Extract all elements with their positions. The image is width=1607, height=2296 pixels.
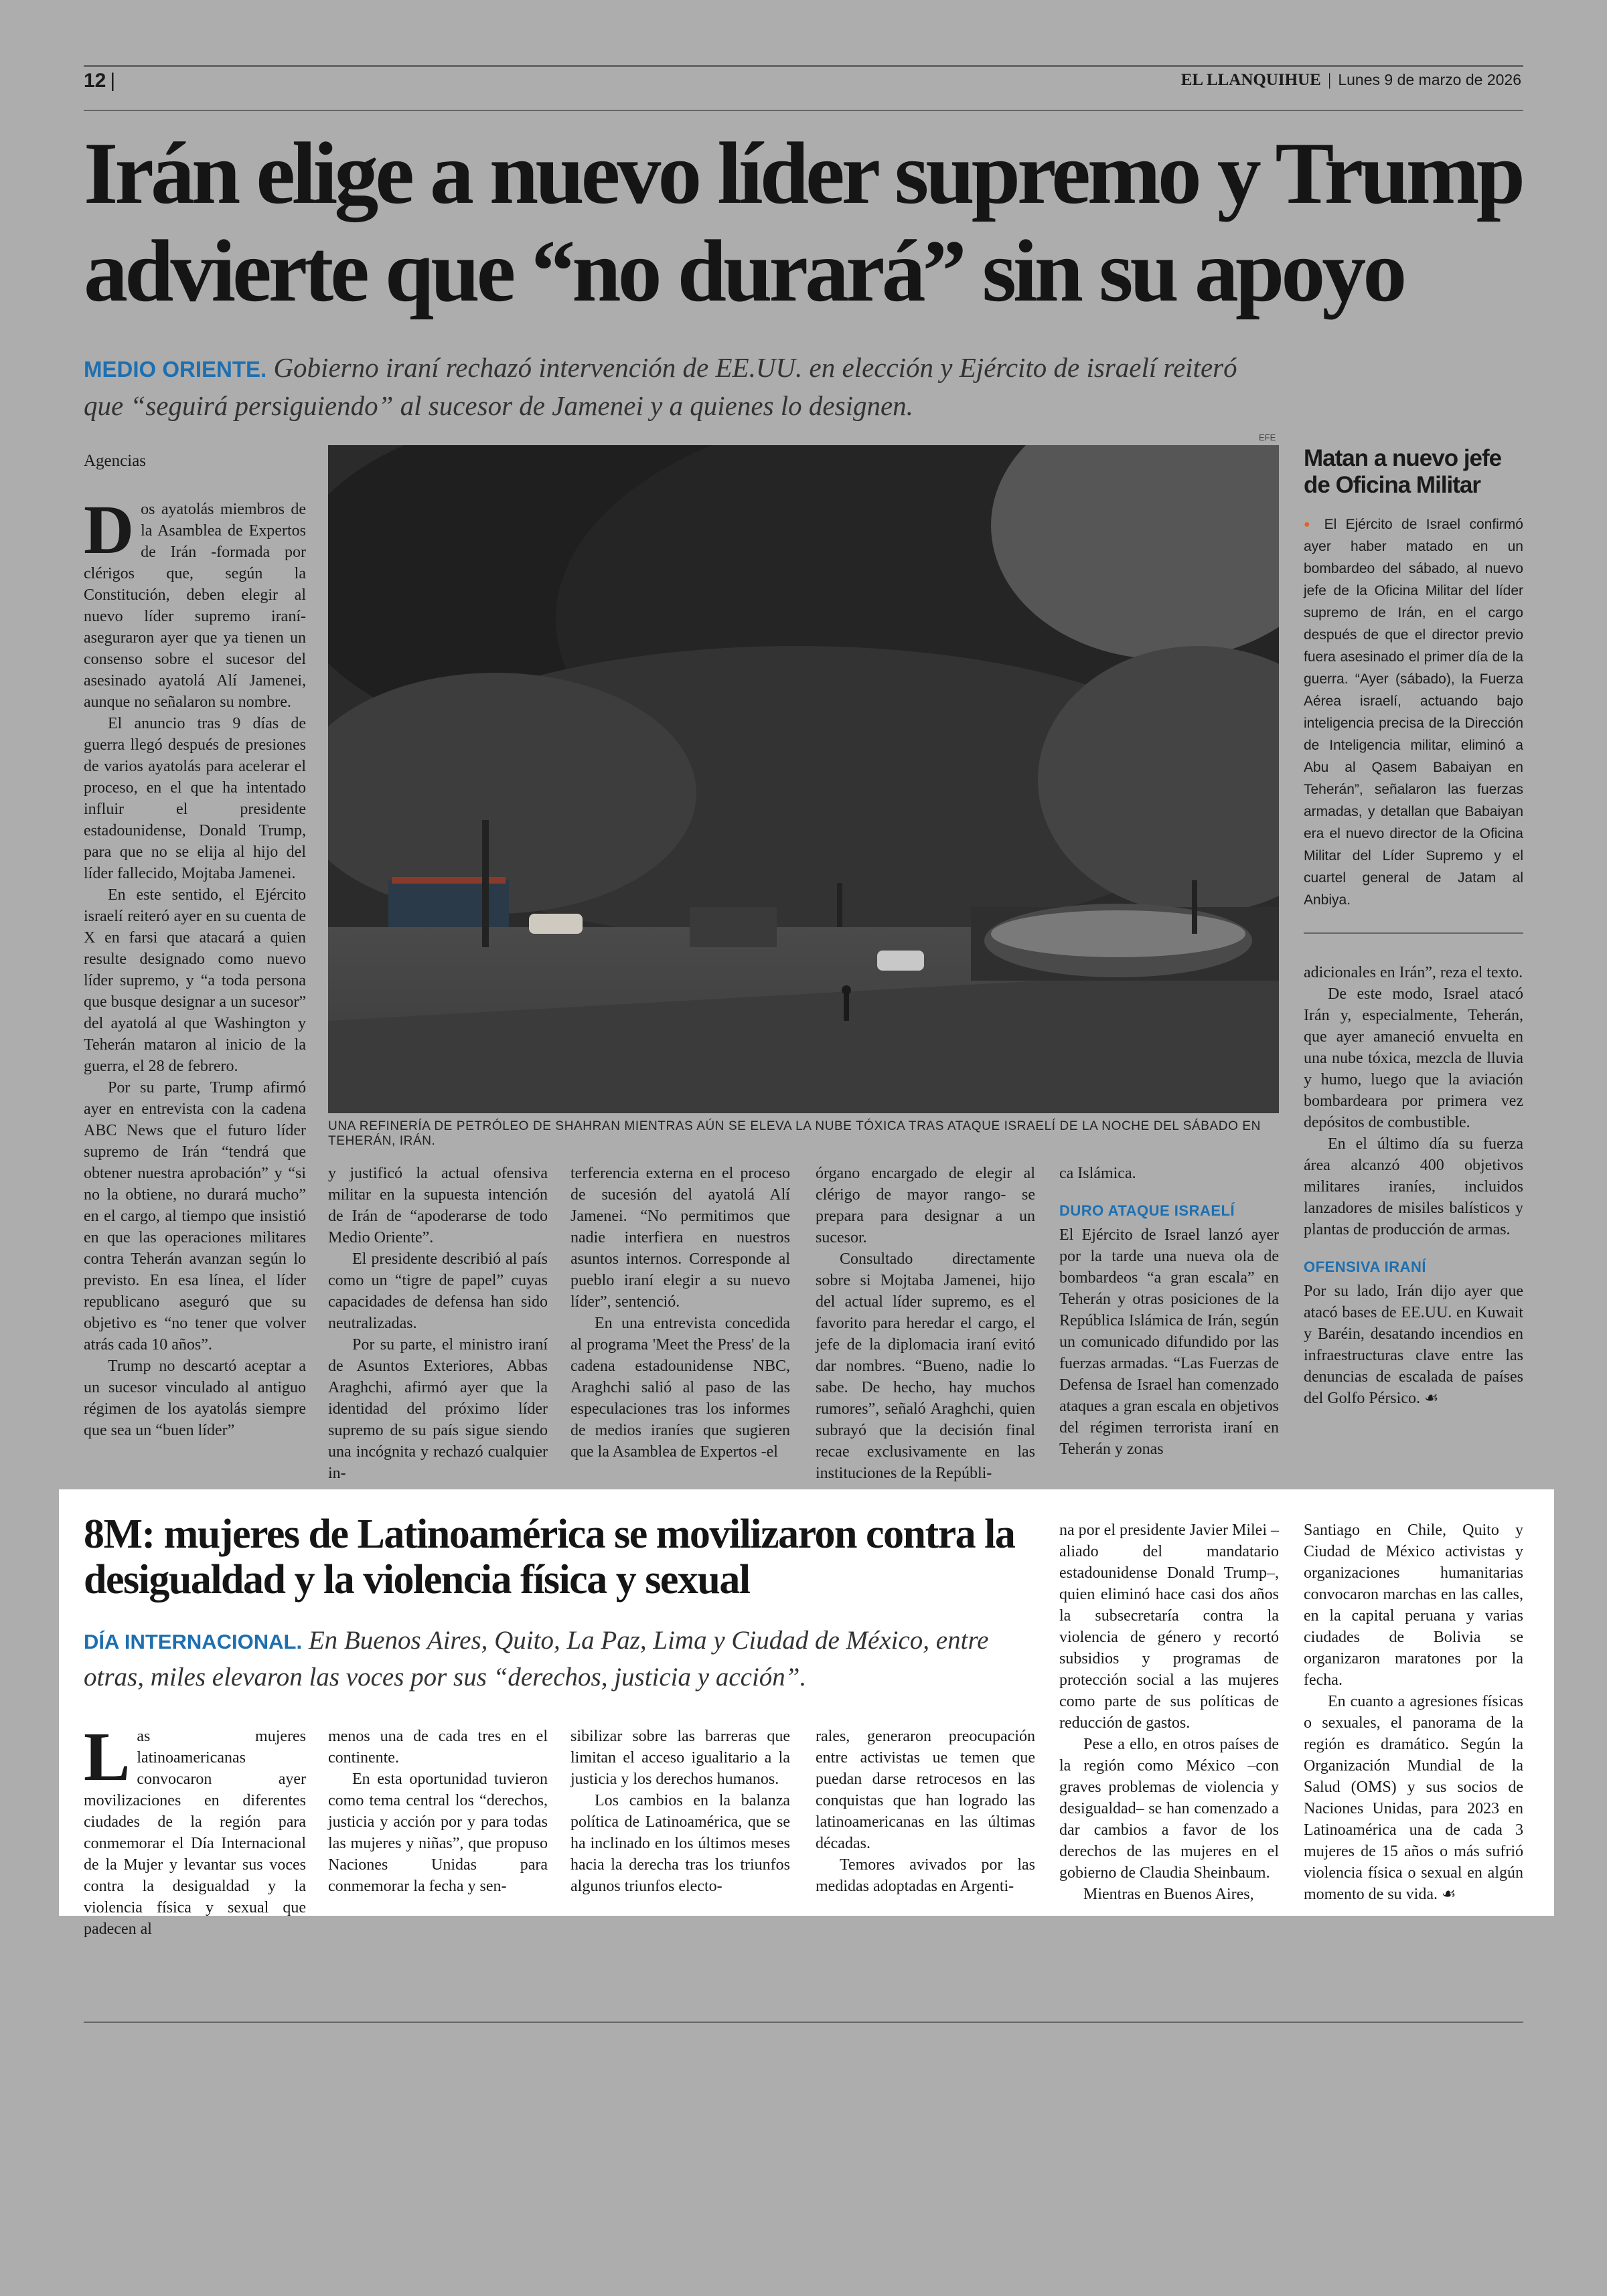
main-col1-p3: En este sentido, el Ejército israelí reiteró ayer en su cuenta de X en farsi que atacará a quien resulte designado como nuevo líder supremo, y “a toda persona que busque designar a un sucesor” del ayatolá al que Washington y Teherán mataron al inicio de la guerra, el 28 de febrero. [84, 886, 306, 1075]
main-col-3 [570, 1163, 790, 1463]
main-col1-p5: Trump no descartó aceptar a un sucesor vinculado al antiguo régimen de los ayatolás siempre que sea un “buen líder” [84, 1358, 306, 1439]
photo-caption: UNA REFINERÍA DE PETRÓLEO DE SHAHRAN MIENTRAS AÚN SE ELEVA LA NUBE TÓXICA TRAS ATAQUE ISRAELÍ DE LA NOCHE DEL SÁBADO EN TEHERÁN, IRÁN. [328, 1119, 1261, 1148]
page-number: 12 | [84, 70, 116, 92]
second-col4-p2: Temores avivados por las medidas adoptadas en Argenti- [816, 1856, 1035, 1895]
second-col3-p2: Los cambios en la balanza política de Latinoamérica, que se ha inclinado en los últimos meses hacia la derecha tras los triunfos algunos triunfos electo- [570, 1792, 790, 1895]
second-col3-p1: sibilizar sobre las barreras que limitan el acceso igualitario a la justicia y los derechos humanos. [570, 1728, 790, 1788]
main-deck [84, 349, 1262, 424]
subhead-duro-ataque: DURO ATAQUE ISRAELÍ [1059, 1202, 1235, 1219]
second-col-3 [570, 1726, 790, 1897]
sidebar-rule [1304, 932, 1523, 934]
second-col5-p2: Pese a ello, en otros países de la región como México –con graves problemas de violencia y desigualdad– se han comenzado a dar cambios a favor de los derechos de las mujeres en el gobierno de Claudia Sheinbaum. [1059, 1736, 1279, 1882]
second-col1-p1: as mujeres latinoamericanas convocaron ayer movilizaciones en diferentes ciudades de la región para conmemorar el Día Internacional de la Mujer y levantar sus voces contra la desigualdad y la violencia física y sexual que padecen al [84, 1728, 306, 1938]
main-col-5 [1059, 1163, 1279, 1460]
second-col-6 [1304, 1520, 1523, 1905]
main-col6-p2: De este modo, Israel atacó Irán y, especialmente, Teherán, que ayer amaneció envuelta en una nube tóxica, mezcla de lluvia y humo, luego que la aviación bombardeara por primera vez depósitos de combustible. [1304, 985, 1523, 1131]
sidebar-text: El Ejército de Israel confirmó ayer haber matado en un bombardeo del sábado, al nuevo jefe de la Oficina Militar del líder supremo de Irán, en el cargo después de que el director previo fuera asesinado el primer día de la guerra. “Ayer (sábado), la Fuerza Aérea israelí, actuando bajo inteligencia precisa de la Dirección de Inteligencia militar, eliminó a Abu al Qasem Babaiyan en Teherán”, señalaron las fuerzas armadas, y detallan que Babaiyan era el nuevo director de la Oficina Militar del Líder Supremo y el cuartel general de Jatam al Anbiya. [1304, 517, 1523, 908]
header-masthead: EL LLANQUIHUE | Lunes 9 de marzo de 2026 [1180, 71, 1521, 89]
main-col1-p2: El anuncio tras 9 días de guerra llegó después de presiones de varios ayatolás para acelerar el proceso, en el que ha intentado influir el presidente estadounidense, Donald Trump, para que no se elija al hijo del líder fallecido, Mojtaba Jamenei. [84, 715, 306, 882]
byline: Agencias [84, 452, 147, 470]
photo-credit: EFE [1259, 432, 1276, 442]
main-col-2 [328, 1163, 548, 1484]
photo-illustration [328, 445, 1279, 1113]
second-headline: 8M: mujeres de Latinoamérica se movilizaron contra la desigualdad y la violencia física y sexual [84, 1511, 1015, 1603]
main-col4-p1: órgano encargado de elegir al clérigo de mayor rango- se prepara para designar a un sucesor. [816, 1165, 1035, 1246]
second-kicker: DÍA INTERNACIONAL. [84, 1630, 303, 1653]
second-col6-p1: Santiago en Chile, Quito y Ciudad de México activistas y organizaciones humanitarias convocaron marchas en las calles, en la capital peruana y varias ciudades de Bolivia se organizaron maratones por la fecha. [1304, 1522, 1523, 1689]
main-col5-p2: El Ejército de Israel lanzó ayer por la tarde una nueva ola de bombardeos “a gran escala” en Teherán y otras posiciones de la República Islámica de Irán, según un comunicado difundido por las fuerzas armadas. “Las Fuerzas de Defensa de Israel han comenzado ataques a gran escala en objetivos del régimen terrorista iraní en Teherán y zonas [1059, 1226, 1279, 1458]
main-col4-p2: Consultado directamente sobre si Mojtaba Jamenei, hijo del actual líder supremo, es el favorito para heredar el cargo, el jefe de la diplomacia iraní evitó dar nombres. “Bueno, nadie lo sabe. De hecho, hay muchos rumores”, señaló Araghchi, quien subrayó que la decisión final recae exclusivamente en las instituciones de la Repúbli- [816, 1250, 1035, 1482]
main-kicker: MEDIO ORIENTE. [84, 357, 267, 382]
second-deck-text: En Buenos Aires, Quito, La Paz, Lima y Ciudad de México, entre otras, miles elevaron las voces por sus “derechos, justicia y acción”. [84, 1626, 989, 1692]
main-col3-p1: terferencia externa en el proceso de sucesión del ayatolá Alí Jamenei. “No permitimos que nadie interfiera en nuestros asuntos internos. Corresponde al pueblo iraní elegir a su nuevo líder”, sentenció. [570, 1165, 790, 1311]
second-col-2 [328, 1726, 548, 1897]
page-number-value: 12 [84, 70, 106, 92]
main-end-mark: ☙ [1424, 1390, 1439, 1407]
second-dropcap: L [84, 1718, 131, 1795]
second-col4-p1: rales, generaron preocupación entre activistas ue temen que puedan darse retrocesos en las conquistas que han logrado las latinoamericanas en las últimas décadas. [816, 1728, 1035, 1852]
main-col2-p3: Por su parte, el ministro iraní de Asuntos Exteriores, Abbas Araghchi, afirmó ayer que la identidad del próximo líder supremo de su país sigue siendo una incógnita y rechazó cualquier in- [328, 1336, 548, 1482]
bottom-rule [84, 2022, 1523, 2023]
sidebar-box [1304, 445, 1523, 911]
sidebar-bullet: ● [1304, 519, 1316, 530]
main-col-1 [84, 491, 306, 1441]
second-col-1 [84, 1718, 306, 1940]
main-col2-p2: El presidente describió al país como un “tigre de papel” cuyas capacidades de defensa han sido neutralizadas. [328, 1250, 548, 1332]
main-col6-p4: Por su lado, Irán dijo ayer que atacó bases de EE.UU. en Kuwait y Baréin, desatando incendios en infraestructuras clave entre las denuncias de escalada de países del Golfo Pérsico. [1304, 1283, 1523, 1407]
second-col5-p1: na por el presidente Javier Milei –aliado del mandatario estadounidense Donald Trump–, quien eliminó hace casi dos años la subsecretaría contra la violencia de género y recortó subsidios y programas de protección social a las mujeres como parte de sus políticas de reducción de gastos. [1059, 1522, 1279, 1732]
main-deck-text: Gobierno iraní rechazó intervención de EE.UU. en elección y Ejército de israelí reiteró que “seguirá persiguiendo” al sucesor de Jamenei y a quienes lo designen. [84, 352, 1237, 421]
main-col1-p1: os ayatolás miembros de la Asamblea de Expertos de Irán -formada por clérigos que, según la Constitución, deben elegir al nuevo líder supremo iraní- aseguraron ayer que ya tienen un consenso sobre el sucesor del asesinado ayatolá Alí Jamenei, aunque no señalaron su nombre. [84, 501, 306, 711]
second-end-mark: ☙ [1441, 1886, 1456, 1903]
main-col-4 [816, 1163, 1035, 1484]
second-deck [84, 1623, 1035, 1695]
main-col5-p1: ca Islámica. [1059, 1165, 1136, 1182]
refinery-smoke-photo [328, 445, 1279, 1113]
main-col6-p1: adicionales en Irán”, reza el texto. [1304, 964, 1523, 981]
top-rule [84, 65, 1523, 67]
header-rule [84, 110, 1523, 111]
subhead-ofensiva-irani: OFENSIVA IRANÍ [1304, 1258, 1427, 1275]
second-col2-p1: menos una de cada tres en el continente. [328, 1728, 548, 1767]
second-col-4 [816, 1726, 1035, 1897]
second-col2-p2: En esta oportunidad tuvieron como tema central los “derechos, justicia y acción por y para todas las mujeres y niñas”, que propuso Naciones Unidas para conmemorar la fecha y sen- [328, 1771, 548, 1895]
second-col-5 [1059, 1520, 1279, 1905]
main-headline: Irán elige a nuevo líder supremo y Trump advierte que “no durará” sin su apoyo [84, 124, 1523, 320]
main-col6-p3: En el último día su fuerza área alcanzó 400 objetivos militares iraníes, incluidos lanzadores de misiles balísticos y plantas de producción de armas. [1304, 1135, 1523, 1238]
main-col2-p1: y justificó la actual ofensiva militar en la supuesta intención de Irán de “apoderarse de todo Medio Oriente”. [328, 1165, 548, 1246]
main-col3-p2: En una entrevista concedida al programa 'Meet the Press' de la cadena estadounidense NBC, Araghchi salió al paso de las especulaciones tras los informes de medios iraníes que sugieren que la Asamblea de Expertos -el [570, 1315, 790, 1461]
second-col5-p3: Mientras en Buenos Aires, [1083, 1886, 1254, 1903]
issue-date: Lunes 9 de marzo de 2026 [1338, 71, 1521, 88]
main-col1-p4: Por su parte, Trump afirmó ayer en entrevista con la cadena ABC News que el futuro líder supremo de Irán “tendrá que obtener nuestra aprobación” y “si no la obtiene, no durará mucho” en el cargo, al tiempo que insistió en que las operaciones militares contra Teherán avanzan según lo previsto. En esa línea, el líder republicano aseguró que su objetivo es “no tener que volver atrás cada 10 años”. [84, 1079, 306, 1354]
second-col6-p2: En cuanto a agresiones físicas o sexuales, el panorama de la región es dramático. Según la Organización Mundial de la Salud (OMS) y sus socios de Naciones Unidas, para 2023 en Latinoamérica una de cada 3 mujeres de 15 años o más sufrió violencia física o sexual en algún momento de su vida. [1304, 1693, 1523, 1903]
main-dropcap: D [84, 491, 135, 568]
sidebar-text-block [1304, 513, 1523, 911]
sidebar-title: Matan a nuevo jefe de Oficina Militar [1304, 445, 1502, 498]
main-col-6 [1304, 962, 1523, 1409]
paper-name: EL LLANQUIHUE [1180, 71, 1321, 89]
